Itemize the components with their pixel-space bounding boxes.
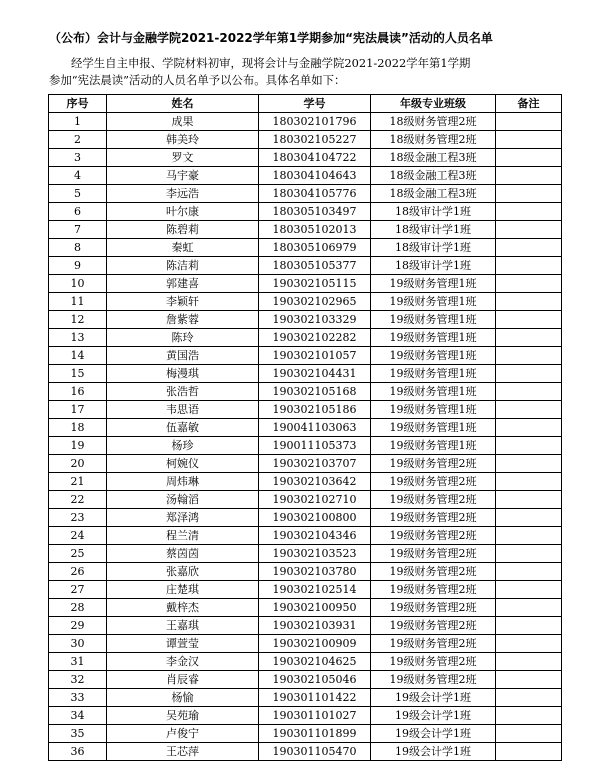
- cell-class: 19级财务管理1班: [371, 311, 496, 329]
- cell-class: 19级财务管理2班: [371, 509, 496, 527]
- cell-remarks: [496, 167, 562, 185]
- cell-remarks: [496, 419, 562, 437]
- cell-class: 18级金融工程3班: [371, 185, 496, 203]
- cell-remarks: [496, 185, 562, 203]
- cell-class: 18级审计学1班: [371, 203, 496, 221]
- cell-index: 31: [49, 653, 107, 671]
- cell-index: 17: [49, 401, 107, 419]
- cell-remarks: [496, 239, 562, 257]
- cell-index: 29: [49, 617, 107, 635]
- cell-remarks: [496, 203, 562, 221]
- cell-name: 蔡茵茵: [107, 545, 259, 563]
- cell-student-id: 180305102013: [259, 221, 371, 239]
- cell-index: 32: [49, 671, 107, 689]
- cell-remarks: [496, 635, 562, 653]
- cell-name: 杨愉: [107, 689, 259, 707]
- table-row: [49, 131, 562, 149]
- cell-remarks: [496, 725, 562, 743]
- cell-name: 柯婉仪: [107, 455, 259, 473]
- cell-remarks: [496, 401, 562, 419]
- cell-student-id: 190302100950: [259, 599, 371, 617]
- cell-name: 郑泽鸿: [107, 509, 259, 527]
- cell-class: 19级财务管理2班: [371, 491, 496, 509]
- cell-class: 18级审计学1班: [371, 239, 496, 257]
- cell-student-id: 190302103329: [259, 311, 371, 329]
- cell-index: 28: [49, 599, 107, 617]
- cell-class: 19级财务管理2班: [371, 473, 496, 491]
- table-row: [49, 635, 562, 653]
- cell-index: 25: [49, 545, 107, 563]
- table-row: [49, 437, 562, 455]
- cell-student-id: 190302103642: [259, 473, 371, 491]
- cell-name: 张嘉欣: [107, 563, 259, 581]
- cell-class: 19级财务管理1班: [371, 365, 496, 383]
- cell-remarks: [496, 563, 562, 581]
- table-row: [49, 743, 562, 761]
- cell-student-id: 180305103497: [259, 203, 371, 221]
- cell-index: 20: [49, 455, 107, 473]
- table-body: [49, 113, 562, 761]
- cell-name: 王芯萍: [107, 743, 259, 761]
- header-student-id: 学号: [259, 95, 371, 113]
- cell-student-id: 190302103707: [259, 455, 371, 473]
- cell-student-id: 190302105046: [259, 671, 371, 689]
- cell-index: 33: [49, 689, 107, 707]
- cell-index: 11: [49, 293, 107, 311]
- cell-index: 21: [49, 473, 107, 491]
- cell-class: 19级财务管理1班: [371, 401, 496, 419]
- table-row: [49, 473, 562, 491]
- cell-remarks: [496, 509, 562, 527]
- table-row: [49, 491, 562, 509]
- cell-class: 19级会计学1班: [371, 743, 496, 761]
- table-row: [49, 563, 562, 581]
- cell-student-id: 190011105373: [259, 437, 371, 455]
- cell-student-id: 190302102965: [259, 293, 371, 311]
- cell-name: 戴梓杰: [107, 599, 259, 617]
- cell-student-id: 190302104625: [259, 653, 371, 671]
- cell-remarks: [496, 131, 562, 149]
- cell-class: 18级财务管理2班: [371, 113, 496, 131]
- table-row: [49, 329, 562, 347]
- cell-student-id: 190302103931: [259, 617, 371, 635]
- cell-class: 19级财务管理2班: [371, 563, 496, 581]
- cell-class: 19级财务管理2班: [371, 455, 496, 473]
- table-row: [49, 365, 562, 383]
- header-index: 序号: [49, 95, 107, 113]
- cell-student-id: 190041103063: [259, 419, 371, 437]
- document-title: （公布）会计与金融学院2021-2022学年第1学期参加“宪法晨读”活动的人员名单: [49, 31, 493, 45]
- cell-index: 23: [49, 509, 107, 527]
- cell-index: 14: [49, 347, 107, 365]
- cell-name: 王嘉琪: [107, 617, 259, 635]
- table-row: [49, 617, 562, 635]
- cell-class: 19级财务管理2班: [371, 599, 496, 617]
- table-row: [49, 653, 562, 671]
- cell-index: 8: [49, 239, 107, 257]
- table-row: [49, 455, 562, 473]
- cell-student-id: 190301105470: [259, 743, 371, 761]
- table-row: [49, 725, 562, 743]
- cell-name: 马宇豪: [107, 167, 259, 185]
- cell-student-id: 180304104643: [259, 167, 371, 185]
- cell-remarks: [496, 527, 562, 545]
- cell-index: 16: [49, 383, 107, 401]
- cell-name: 黄国浩: [107, 347, 259, 365]
- cell-name: 陈碧莉: [107, 221, 259, 239]
- cell-name: 周炜琳: [107, 473, 259, 491]
- table-row: [49, 599, 562, 617]
- cell-class: 19级财务管理1班: [371, 437, 496, 455]
- table-row: [49, 185, 562, 203]
- cell-remarks: [496, 383, 562, 401]
- cell-remarks: [496, 599, 562, 617]
- cell-index: 13: [49, 329, 107, 347]
- cell-remarks: [496, 365, 562, 383]
- cell-index: 26: [49, 563, 107, 581]
- cell-name: 郭建喜: [107, 275, 259, 293]
- cell-student-id: 190302101057: [259, 347, 371, 365]
- cell-name: 伍嘉敏: [107, 419, 259, 437]
- cell-name: 韩美玲: [107, 131, 259, 149]
- cell-remarks: [496, 707, 562, 725]
- cell-remarks: [496, 311, 562, 329]
- cell-student-id: 180304104722: [259, 149, 371, 167]
- cell-index: 1: [49, 113, 107, 131]
- cell-name: 汤翰滔: [107, 491, 259, 509]
- table-row: [49, 509, 562, 527]
- cell-student-id: 190302102514: [259, 581, 371, 599]
- cell-class: 19级财务管理2班: [371, 635, 496, 653]
- cell-name: 罗文: [107, 149, 259, 167]
- cell-remarks: [496, 689, 562, 707]
- table-row: [49, 383, 562, 401]
- cell-index: 6: [49, 203, 107, 221]
- cell-student-id: 190302105115: [259, 275, 371, 293]
- cell-name: 詹紫蓉: [107, 311, 259, 329]
- cell-name: 李远浩: [107, 185, 259, 203]
- cell-student-id: 190302103523: [259, 545, 371, 563]
- cell-class: 18级审计学1班: [371, 221, 496, 239]
- header-class: 年级专业班级: [371, 95, 496, 113]
- cell-class: 18级财务管理2班: [371, 131, 496, 149]
- cell-class: 19级财务管理2班: [371, 581, 496, 599]
- cell-class: 19级会计学1班: [371, 725, 496, 743]
- cell-index: 9: [49, 257, 107, 275]
- cell-remarks: [496, 491, 562, 509]
- cell-name: 李金汉: [107, 653, 259, 671]
- cell-student-id: 190302103780: [259, 563, 371, 581]
- cell-class: 19级财务管理1班: [371, 419, 496, 437]
- cell-student-id: 190302102710: [259, 491, 371, 509]
- cell-class: 19级财务管理1班: [371, 293, 496, 311]
- cell-student-id: 190302105186: [259, 401, 371, 419]
- cell-index: 15: [49, 365, 107, 383]
- cell-name: 庄楚琪: [107, 581, 259, 599]
- cell-remarks: [496, 293, 562, 311]
- cell-student-id: 180305105377: [259, 257, 371, 275]
- cell-class: 19级财务管理1班: [371, 347, 496, 365]
- cell-remarks: [496, 257, 562, 275]
- intro-line-2: 参加“宪法晨读”活动的人员名单予以公布。具体名单如下：: [49, 73, 346, 87]
- cell-index: 2: [49, 131, 107, 149]
- table-row: [49, 239, 562, 257]
- cell-name: 李颖轩: [107, 293, 259, 311]
- cell-class: 19级财务管理1班: [371, 383, 496, 401]
- table-row: [49, 401, 562, 419]
- table-row: [49, 221, 562, 239]
- cell-student-id: 180304105776: [259, 185, 371, 203]
- table-header-row: [49, 95, 562, 113]
- cell-class: 19级财务管理1班: [371, 275, 496, 293]
- cell-student-id: 190301101422: [259, 689, 371, 707]
- table-row: [49, 257, 562, 275]
- cell-student-id: 190302104431: [259, 365, 371, 383]
- cell-remarks: [496, 581, 562, 599]
- table-row: [49, 311, 562, 329]
- cell-remarks: [496, 617, 562, 635]
- cell-remarks: [496, 221, 562, 239]
- table-row: [49, 671, 562, 689]
- cell-remarks: [496, 347, 562, 365]
- cell-class: 19级会计学1班: [371, 689, 496, 707]
- cell-class: 19级财务管理2班: [371, 527, 496, 545]
- cell-class: 19级财务管理1班: [371, 329, 496, 347]
- cell-student-id: 190302105168: [259, 383, 371, 401]
- cell-name: 杨珍: [107, 437, 259, 455]
- cell-remarks: [496, 743, 562, 761]
- table-row: [49, 149, 562, 167]
- cell-index: 5: [49, 185, 107, 203]
- cell-remarks: [496, 149, 562, 167]
- cell-student-id: 180305106979: [259, 239, 371, 257]
- intro-line-1: 经学生自主申报、学院材料初审，现将会计与金融学院2021-2022学年第1学期: [71, 56, 471, 70]
- cell-remarks: [496, 473, 562, 491]
- table-row: [49, 707, 562, 725]
- table-row: [49, 545, 562, 563]
- table-row: [49, 419, 562, 437]
- cell-student-id: 190302100909: [259, 635, 371, 653]
- cell-index: 27: [49, 581, 107, 599]
- table-row: [49, 527, 562, 545]
- cell-remarks: [496, 275, 562, 293]
- cell-class: 19级财务管理2班: [371, 653, 496, 671]
- table-row: [49, 203, 562, 221]
- cell-index: 10: [49, 275, 107, 293]
- table-row: [49, 689, 562, 707]
- cell-remarks: [496, 545, 562, 563]
- cell-student-id: 180302101796: [259, 113, 371, 131]
- cell-student-id: 180302105227: [259, 131, 371, 149]
- cell-class: 19级会计学1班: [371, 707, 496, 725]
- cell-class: 19级财务管理2班: [371, 617, 496, 635]
- cell-index: 7: [49, 221, 107, 239]
- cell-student-id: 190302102282: [259, 329, 371, 347]
- cell-index: 18: [49, 419, 107, 437]
- cell-class: 18级金融工程3班: [371, 167, 496, 185]
- table-row: [49, 167, 562, 185]
- cell-remarks: [496, 653, 562, 671]
- cell-class: 18级金融工程3班: [371, 149, 496, 167]
- cell-index: 35: [49, 725, 107, 743]
- table-row: [49, 347, 562, 365]
- cell-remarks: [496, 437, 562, 455]
- cell-remarks: [496, 671, 562, 689]
- table-row: [49, 293, 562, 311]
- cell-name: 张浩哲: [107, 383, 259, 401]
- cell-name: 秦虹: [107, 239, 259, 257]
- table-row: [49, 275, 562, 293]
- cell-student-id: 190301101899: [259, 725, 371, 743]
- cell-index: 36: [49, 743, 107, 761]
- intro-paragraph: [49, 55, 561, 89]
- header-remarks: 备注: [496, 95, 562, 113]
- cell-index: 30: [49, 635, 107, 653]
- cell-name: 成果: [107, 113, 259, 131]
- cell-name: 谭萱莹: [107, 635, 259, 653]
- cell-name: 陈洁莉: [107, 257, 259, 275]
- cell-name: 梅漫琪: [107, 365, 259, 383]
- cell-remarks: [496, 113, 562, 131]
- cell-name: 陈玲: [107, 329, 259, 347]
- cell-index: 34: [49, 707, 107, 725]
- cell-index: 4: [49, 167, 107, 185]
- cell-name: 卢俊宁: [107, 725, 259, 743]
- cell-name: 肖辰睿: [107, 671, 259, 689]
- cell-student-id: 190301101027: [259, 707, 371, 725]
- table-row: [49, 581, 562, 599]
- cell-class: 19级财务管理2班: [371, 671, 496, 689]
- cell-index: 24: [49, 527, 107, 545]
- cell-remarks: [496, 329, 562, 347]
- cell-student-id: 190302100800: [259, 509, 371, 527]
- cell-name: 叶尔康: [107, 203, 259, 221]
- cell-student-id: 190302104346: [259, 527, 371, 545]
- table-row: [49, 113, 562, 131]
- cell-class: 19级财务管理2班: [371, 545, 496, 563]
- cell-index: 22: [49, 491, 107, 509]
- cell-name: 程兰清: [107, 527, 259, 545]
- roster-table: [48, 94, 562, 761]
- cell-index: 12: [49, 311, 107, 329]
- cell-name: 吴苑瑜: [107, 707, 259, 725]
- header-name: 姓名: [107, 95, 259, 113]
- cell-index: 3: [49, 149, 107, 167]
- cell-remarks: [496, 455, 562, 473]
- cell-class: 18级审计学1班: [371, 257, 496, 275]
- cell-name: 韦思语: [107, 401, 259, 419]
- cell-index: 19: [49, 437, 107, 455]
